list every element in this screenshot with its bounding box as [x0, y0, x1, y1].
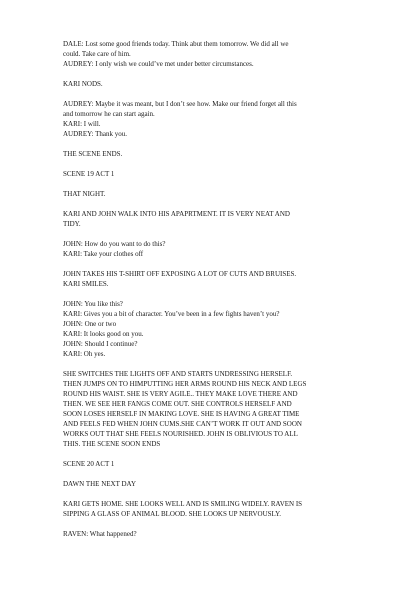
script-paragraph [63, 189, 382, 199]
script-paragraph [63, 459, 382, 469]
script-paragraph [63, 79, 382, 89]
script-paragraph [63, 39, 382, 69]
script-line: KARI: I will. [63, 120, 101, 128]
script-line: KARI: Take your clothes off [63, 250, 144, 258]
script-line: DAWN THE NEXT DAY [63, 480, 137, 488]
script-line: WORKS OUT THAT SHE FEELS NOURISHED. JOHN IS OBLIVIOUS TO ALL [63, 430, 298, 438]
script-paragraph [63, 479, 382, 489]
script-line: KARI AND JOHN WALK INTO HIS APAPRTMENT. IT IS VERY NEAT AND [63, 210, 290, 218]
script-line: JOHN: One or two [63, 320, 117, 328]
script-line: SHE SWITCHES THE LIGHTS OFF AND STARTS UNDRESSING HERSELF. [63, 370, 293, 378]
script-line: JOHN: Should I continue? [63, 340, 138, 348]
script-paragraph [63, 169, 382, 179]
script-line: KARI: It looks good on you. [63, 330, 144, 338]
script-line: DALE: Lost some good friends today. Think abut them tomorrow. We did all we [63, 40, 289, 48]
script-body [63, 39, 382, 539]
script-line: THAT NIGHT. [63, 190, 106, 198]
script-paragraph [63, 499, 382, 519]
script-line: SIPPING A GLASS OF ANIMAL BLOOD. SHE LOOKS UP NERVOUSLY. [63, 510, 282, 518]
script-line: JOHN: How do you want to do this? [63, 240, 166, 248]
script-line: KARI NODS. [63, 80, 103, 88]
script-paragraph [63, 269, 382, 289]
script-line: TIDY. [63, 220, 81, 228]
script-paragraph [63, 369, 382, 449]
script-line: could. Take care of him. [63, 50, 131, 58]
script-line: SCENE 20 ACT 1 [63, 460, 115, 468]
script-line: SCENE 19 ACT 1 [63, 170, 115, 178]
script-line: AUDREY: Maybe it was meant, but I don’t see how. Make our friend forget all this [63, 100, 297, 108]
script-line: KARI: Oh yes. [63, 350, 106, 358]
script-paragraph [63, 149, 382, 159]
script-paragraph [63, 209, 382, 229]
script-line: KARI SMILES. [63, 280, 109, 288]
script-line: THEN JUMPS ON TO HIMPUTTING HER ARMS ROUND HIS NECK AND LEGS [63, 380, 307, 388]
script-line: AND FEELS FED WHEN JOHN CUMS.SHE CAN’T WORK IT OUT AND SOON [63, 420, 302, 428]
script-paragraph [63, 99, 382, 139]
script-line: RAVEN: What happened? [63, 530, 137, 538]
script-line: THEN. WE SEE HER FANGS COME OUT. SHE CONTROLS HERSELF AND [63, 400, 292, 408]
script-paragraph [63, 529, 382, 539]
script-line: AUDREY: Thank you. [63, 130, 127, 138]
script-line: KARI GETS HOME. SHE LOOKS WELL AND IS SMILING WIDELY. RAVEN IS [63, 500, 303, 508]
script-line: JOHN: You like this? [63, 300, 123, 308]
script-line: and tomorrow he can start again. [63, 110, 155, 118]
script-line: JOHN TAKES HIS T-SHIRT OFF EXPOSING A LOT OF CUTS AND BRUISES. [63, 270, 297, 278]
script-line: SOON LOSES HERSELF IN MAKING LOVE. SHE IS HAVING A GREAT TIME [63, 410, 300, 418]
script-line: ROUND HIS WAIST. SHE IS VERY AGILE.. THEY MAKE LOVE THERE AND [63, 390, 298, 398]
script-paragraph [63, 239, 382, 259]
script-line: THE SCENE ENDS. [63, 150, 123, 158]
script-paragraph [63, 299, 382, 359]
script-line: KARI: Gives you a bit of character. You’ve been in a few fights haven’t you? [63, 310, 280, 318]
script-line: THIS. THE SCENE SOON ENDS [63, 440, 161, 448]
script-line: AUDREY: I only wish we could’ve met under better circumstances. [63, 60, 254, 68]
